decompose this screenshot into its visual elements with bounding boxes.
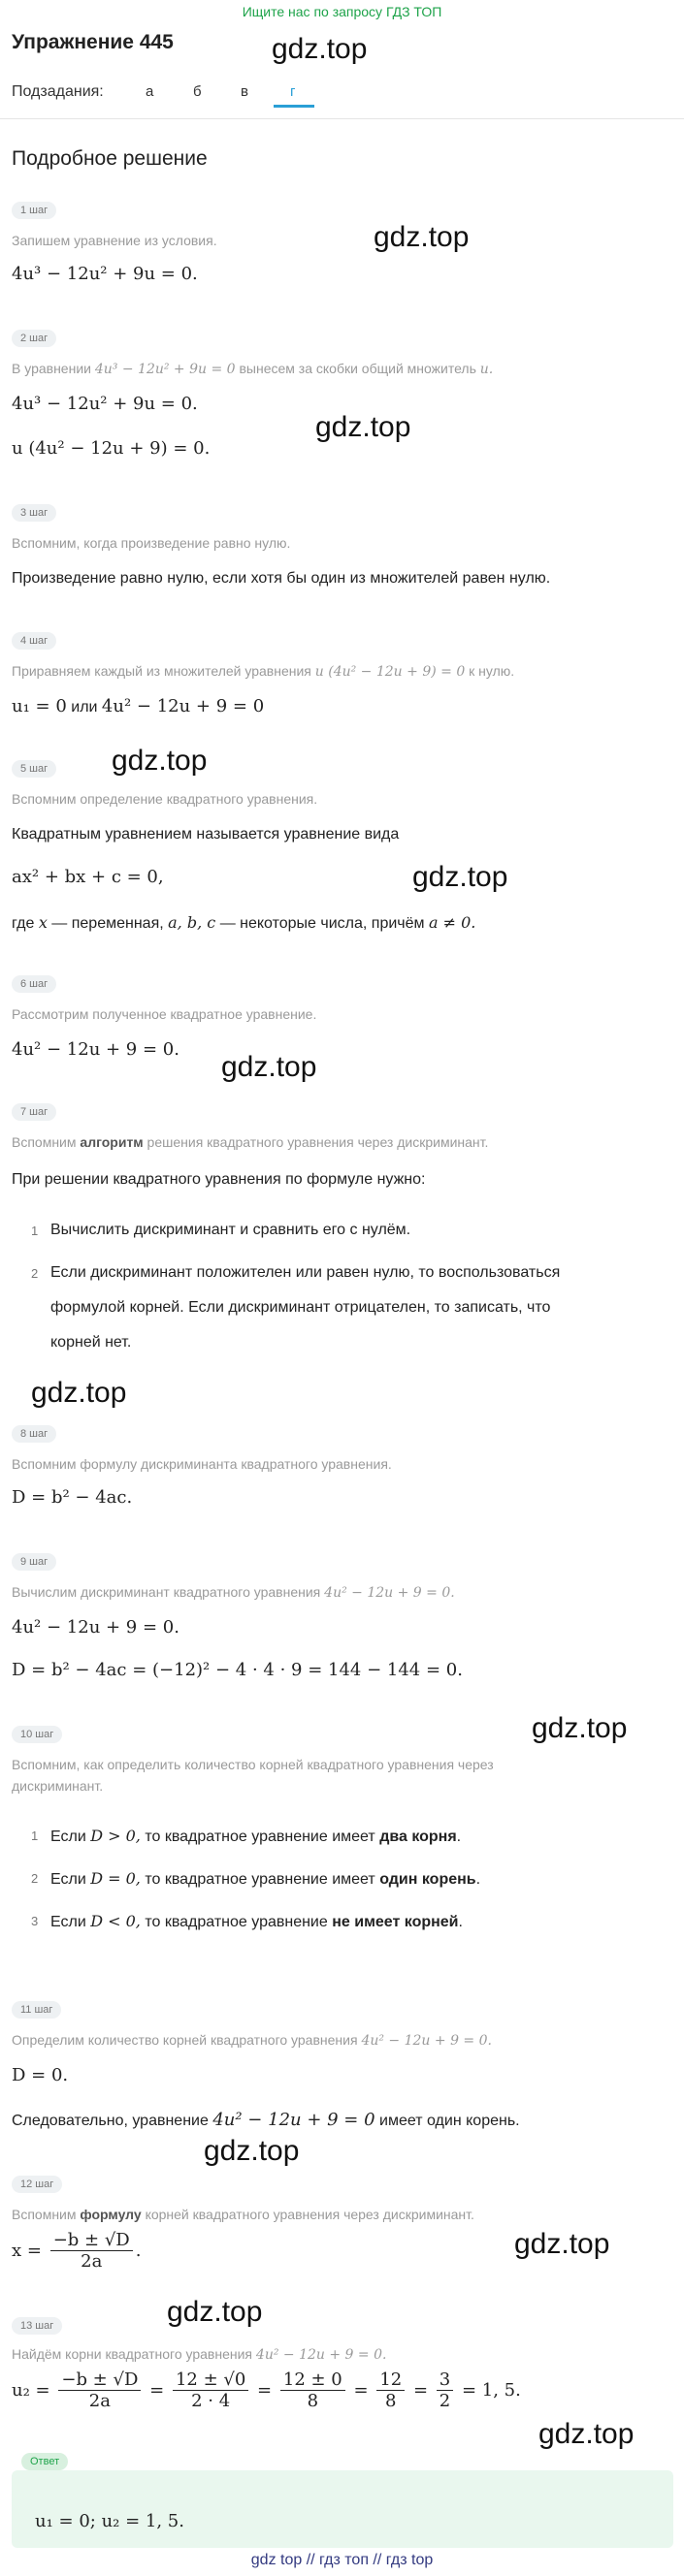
step-hint: Вспомним, когда произведение равно нулю.: [12, 535, 291, 551]
denominator: 2a: [88, 2391, 111, 2411]
item-text: .: [458, 1914, 463, 1930]
fraction: [280, 2369, 345, 2411]
where-text: где: [12, 915, 35, 932]
denominator: 8: [307, 2391, 319, 2411]
answer-box: [12, 2470, 673, 2548]
step-badge: 11 шаг: [12, 2001, 61, 2019]
hint-text: Приравняем каждый из множителей уравнения: [12, 663, 311, 679]
item-text: то квадратное уравнение имеет: [145, 1829, 375, 1845]
list-item: Вычислить дискриминант и сравнить его с нулём.: [50, 1222, 411, 1238]
answer-badge: Ответ: [21, 2453, 68, 2470]
divider: [0, 118, 684, 119]
hint-text: вынесем за скобки общий множитель: [239, 361, 476, 376]
coefficients: a, b, c: [168, 913, 216, 932]
step-badge: 9 шаг: [12, 1553, 56, 1571]
equation: D = b² − 4ac = (−12)² − 4 · 4 · 9 = 144 − 144 = 0.: [12, 1660, 463, 1680]
fraction: [173, 2369, 248, 2411]
watermark: gdz.top: [31, 1377, 127, 1409]
equals: =: [149, 2380, 165, 2401]
list-number: 3: [31, 1914, 39, 1928]
equation: u₁ = 0: [12, 696, 67, 716]
step-badge: 12 шаг: [12, 2176, 62, 2193]
numerator: 12 ± √0: [173, 2369, 248, 2391]
equation: 4u³ − 12u² + 9u = 0.: [12, 264, 198, 284]
condition: a ≠ 0.: [428, 913, 476, 932]
result: = 1, 5.: [461, 2380, 521, 2401]
hint-equation: u (4u² − 12u + 9) = 0: [314, 664, 466, 680]
fraction: [376, 2369, 405, 2411]
step-hint: [12, 2032, 492, 2049]
fraction: [437, 2369, 453, 2411]
watermark: gdz.top: [514, 2228, 610, 2260]
subtasks-label: Подзадания:: [12, 83, 104, 100]
fraction: [50, 2230, 133, 2272]
conclusion-text: Следовательно, уравнение: [12, 2113, 209, 2129]
tab-g[interactable]: г: [290, 83, 296, 100]
hint-equation: 4u² − 12u + 9 = 0.: [324, 1585, 455, 1601]
equation: u (4u² − 12u + 9) = 0.: [12, 438, 211, 459]
item-condition: D < 0,: [90, 1912, 141, 1930]
step-hint: дискриминант.: [12, 1778, 104, 1794]
watermark: gdz.top: [221, 1051, 317, 1083]
tab-a[interactable]: а: [146, 83, 154, 100]
page-title: Упражнение 445: [12, 31, 174, 53]
numerator: −b ± √D: [58, 2369, 141, 2391]
item-text: .: [456, 1829, 462, 1845]
definition-line: [12, 913, 475, 933]
hint-bold[interactable]: алгоритм: [80, 1134, 144, 1150]
step-hint: Запишем уравнение из условия.: [12, 233, 217, 248]
formula-lhs: x =: [12, 2241, 42, 2261]
equation: 4u² − 12u + 9 = 0.: [12, 1039, 179, 1060]
watermark: gdz.top: [315, 411, 411, 443]
watermark: gdz.top: [204, 2135, 300, 2167]
step-hint: [12, 2207, 474, 2222]
step-text: Произведение равно нулю, если хотя бы один из множителей равен нулю.: [12, 570, 551, 587]
denominator: 8: [385, 2391, 397, 2411]
item-text: то квадратное уравнение: [145, 1914, 328, 1930]
step-hint: [12, 2346, 386, 2363]
watermark: gdz.top: [272, 33, 368, 65]
step-badge: 3 шаг: [12, 504, 56, 522]
item-text: Если: [50, 1871, 86, 1888]
step-badge: 2 шаг: [12, 330, 56, 347]
step-hint: [12, 1134, 488, 1150]
equals: =: [412, 2380, 429, 2401]
or-text: или: [71, 699, 98, 716]
step-hint: [12, 361, 493, 377]
denominator: 2a: [81, 2251, 103, 2272]
list-number: 1: [31, 1224, 39, 1238]
item-text: .: [475, 1871, 481, 1888]
item-bold: два корня: [379, 1829, 457, 1845]
numerator: 12: [376, 2369, 405, 2391]
hint-text: к нулю.: [469, 663, 515, 679]
hint-equation: 4u² − 12u + 9 = 0.: [255, 2347, 387, 2363]
conclusion-equation: 4u² − 12u + 9 = 0: [212, 2110, 375, 2130]
list-number: 2: [31, 1871, 39, 1886]
where-text: — некоторые числа, причём: [219, 915, 425, 932]
list-item: [50, 1827, 461, 1846]
watermark: gdz.top: [374, 221, 470, 253]
equation: 4u³ − 12u² + 9u = 0.: [12, 394, 198, 414]
tab-b[interactable]: б: [193, 83, 202, 100]
hint-equation: 4u³ − 12u² + 9u = 0: [94, 362, 236, 377]
list-item: Если дискриминант положителен или равен нулю, то воспользоваться: [50, 1264, 561, 1281]
equation: 4u² − 12u + 9 = 0: [101, 696, 265, 716]
hint-variable: u.: [479, 362, 494, 377]
item-bold: один корень: [379, 1871, 476, 1888]
denominator: 2: [439, 2391, 451, 2411]
step-badge: 1 шаг: [12, 202, 56, 219]
equation: D = 0.: [12, 2065, 69, 2085]
formula-end: .: [135, 2241, 142, 2261]
where-text: — переменная,: [51, 915, 164, 932]
step-hint: Вспомним формулу дискриминанта квадратного уравнения.: [12, 1456, 392, 1472]
step-hint: Рассмотрим полученное квадратное уравнение.: [12, 1006, 317, 1022]
conclusion-line: [12, 2110, 520, 2130]
solution-heading: Подробное решение: [12, 147, 208, 170]
item-text: Если: [50, 1829, 86, 1845]
step-hint: [12, 1584, 455, 1601]
step-badge: 8 шаг: [12, 1425, 56, 1443]
formula: [12, 2230, 141, 2272]
hint-equation: 4u² − 12u + 9 = 0.: [361, 2033, 492, 2049]
numerator: 12 ± 0: [280, 2369, 345, 2391]
list-item: [50, 1869, 480, 1889]
watermark: gdz.top: [538, 2418, 635, 2450]
step-badge: 5 шаг: [12, 760, 56, 778]
tab-v[interactable]: в: [241, 83, 248, 100]
step-badge: 10 шаг: [12, 1726, 62, 1743]
list-item: [50, 1912, 463, 1931]
equals: =: [257, 2380, 273, 2401]
item-text: то квадратное уравнение имеет: [145, 1871, 375, 1888]
lhs: u₂ =: [12, 2380, 50, 2401]
hint-text: корней квадратного уравнения через дискриминант.: [145, 2207, 474, 2222]
step-text: При решении квадратного уравнения по формуле нужно:: [12, 1171, 426, 1188]
equation: ax² + bx + c = 0,: [12, 867, 164, 887]
step-badge: 13 шаг: [12, 2317, 62, 2335]
hint-text: Вычислим дискриминант квадратного уравнения: [12, 1584, 321, 1600]
step-hint: Вспомним определение квадратного уравнения.: [12, 791, 318, 807]
step-hint: [12, 663, 514, 680]
equation-line: [12, 696, 264, 716]
step-badge: 6 шаг: [12, 975, 56, 993]
hint-text: Вспомним: [12, 1134, 77, 1150]
variable: x: [38, 913, 48, 932]
equation: 4u² − 12u + 9 = 0.: [12, 1617, 179, 1638]
hint-text: Вспомним: [12, 2207, 77, 2222]
list-item: формулой корней. Если дискриминант отрицателен, то записать, что: [50, 1299, 551, 1316]
top-banner[interactable]: Ищите нас по запросу ГДЗ ТОП: [242, 4, 442, 19]
watermark: gdz.top: [112, 745, 208, 777]
item-condition: D > 0,: [90, 1827, 141, 1845]
step-badge: 4 шаг: [12, 632, 56, 650]
item-condition: D = 0,: [90, 1869, 141, 1888]
step-hint: Вспомним, как определить количество корней квадратного уравнения через: [12, 1757, 494, 1772]
denominator: 2 · 4: [191, 2391, 231, 2411]
fraction: [58, 2369, 141, 2411]
equation: D = b² − 4ac.: [12, 1487, 133, 1508]
numerator: 3: [437, 2369, 453, 2391]
watermark: gdz.top: [412, 861, 508, 893]
item-text: Если: [50, 1914, 86, 1930]
item-bold: не имеет корней: [332, 1914, 459, 1930]
equals: =: [353, 2380, 369, 2401]
answer-text: u₁ = 0; u₂ = 1, 5.: [35, 2511, 184, 2531]
list-number: 1: [31, 1829, 39, 1843]
step-badge: 7 шаг: [12, 1103, 56, 1121]
hint-text: Найдём корни квадратного уравнения: [12, 2346, 253, 2362]
hint-text: Определим количество корней квадратного уравнения: [12, 2032, 358, 2048]
hint-text: В уравнении: [12, 361, 91, 376]
watermark: gdz.top: [532, 1712, 628, 1744]
roots-computation: [12, 2369, 521, 2411]
list-number: 2: [31, 1266, 39, 1281]
watermark: gdz.top: [167, 2296, 263, 2328]
hint-bold[interactable]: формулу: [80, 2207, 142, 2222]
active-tab-indicator: [274, 105, 314, 108]
footer-links[interactable]: gdz top // гдз топ // гдз top: [250, 2552, 434, 2568]
list-item: корней нет.: [50, 1334, 132, 1351]
conclusion-text: имеет один корень.: [379, 2113, 520, 2129]
step-text: Квадратным уравнением называется уравнение вида: [12, 826, 400, 843]
numerator: −b ± √D: [50, 2230, 133, 2251]
hint-text: решения квадратного уравнения через дискриминант.: [147, 1134, 489, 1150]
